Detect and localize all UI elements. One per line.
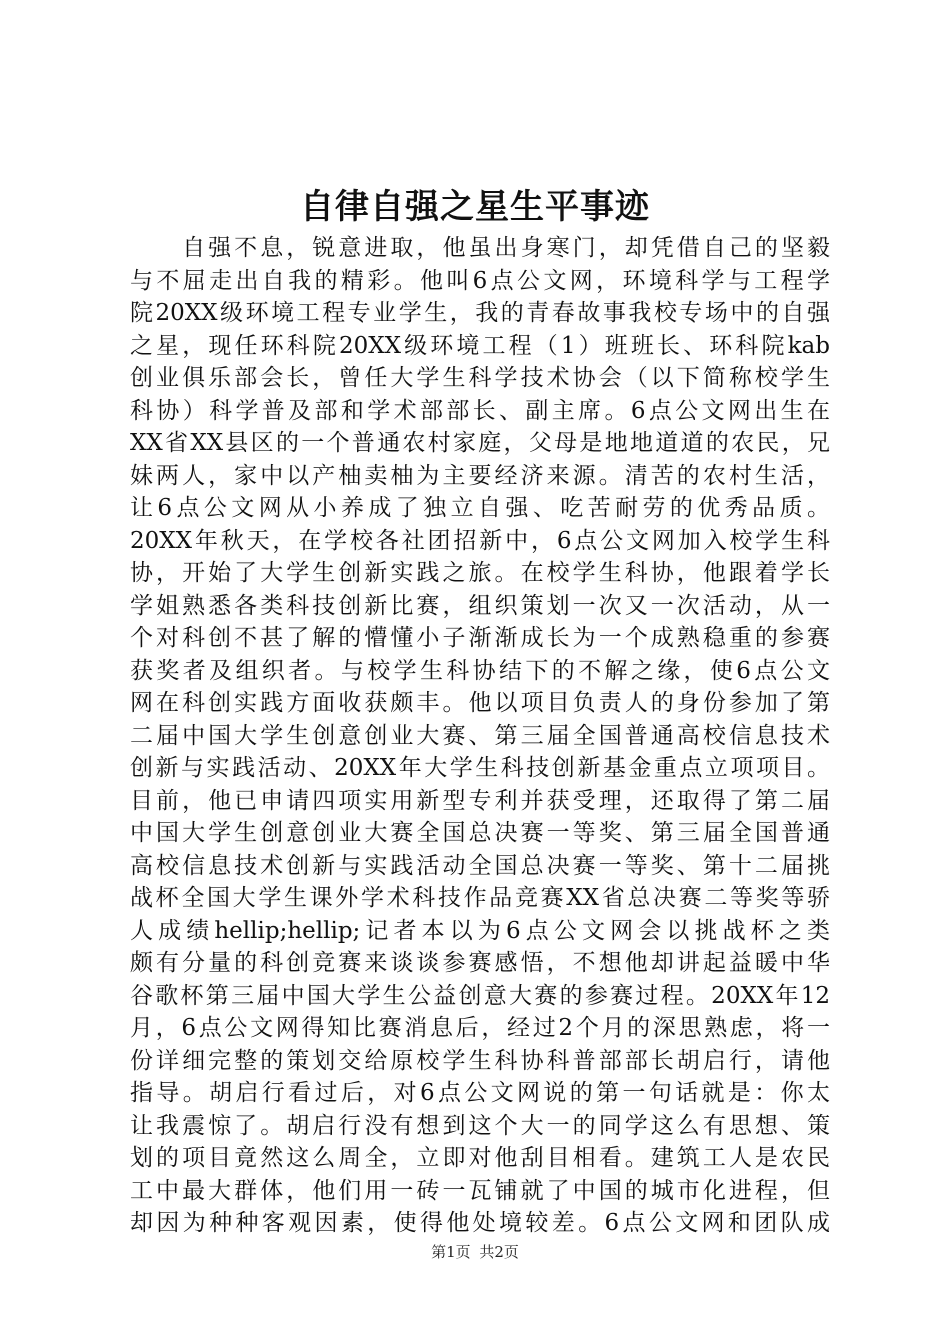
- body-line: 创新与实践活动、20XX年大学生科技创新基金重点立项项目。: [130, 755, 830, 781]
- body-line: 自强不息，锐意进取，他虽出身寒门，却凭借自己的坚毅: [130, 235, 830, 261]
- body-line: 二届中国大学生创意创业大赛、第三届全国普通高校信息技术: [130, 722, 830, 749]
- page-number: 第1页: [431, 1243, 471, 1261]
- body-line: 之星，现任环科院20XX级环境工程（1）班班长、环科院kab: [130, 332, 830, 359]
- body-line: 妹两人，家中以产柚卖柚为主要经济来源。清苦的农村生活，: [130, 462, 830, 489]
- body-line: 协，开始了大学生创新实践之旅。在校学生科协，他跟着学长: [130, 560, 830, 586]
- page-total: 共2页: [479, 1243, 519, 1261]
- document-title: 自律自强之星生平事迹: [300, 187, 650, 227]
- body-line: 却因为种种客观因素，使得他处境较差。6点公文网和团队成: [130, 1210, 830, 1236]
- body-line: 院20XX级环境工程专业学生，我的青春故事我校专场中的自强: [130, 300, 830, 326]
- body-line: 学姐熟悉各类科技创新比赛，组织策划一次又一次活动，从一: [130, 592, 830, 619]
- document-body: [130, 232, 830, 1240]
- body-line: 战杯全国大学生课外学术科技作品竞赛XX省总决赛二等奖等骄: [130, 885, 830, 911]
- body-line: 高校信息技术创新与实践活动全国总决赛一等奖、第十二届挑: [130, 852, 830, 879]
- body-line: 月，6点公文网得知比赛消息后，经过2个月的深思熟虑，将一: [130, 1015, 830, 1041]
- body-line: 划的项目竟然这么周全，立即对他刮目相看。建筑工人是农民: [130, 1145, 830, 1171]
- body-line: 创业俱乐部会长，曾任大学生科学技术协会（以下简称校学生: [130, 365, 830, 391]
- body-line: 中国大学生创意创业大赛全国总决赛一等奖、第三届全国普通: [130, 820, 830, 846]
- body-line: 20XX年秋天，在学校各社团招新中，6点公文网加入校学生科: [130, 527, 830, 554]
- body-line: 人成绩hellip;hellip;记者本以为6点公文网会以挑战杯之类: [130, 917, 830, 944]
- body-line: 份详细完整的策划交给原校学生科协科普部部长胡启行，请他: [130, 1047, 830, 1074]
- body-line: XX省XX县区的一个普通农村家庭，父母是地地道道的农民，兄: [130, 430, 830, 456]
- body-line: 个对科创不甚了解的懵懂小子渐渐成长为一个成熟稳重的参赛: [130, 625, 830, 651]
- body-line: 工中最大群体，他们用一砖一瓦铺就了中国的城市化进程，但: [130, 1177, 830, 1204]
- body-line: 让6点公文网从小养成了独立自强、吃苦耐劳的优秀品质。: [130, 495, 830, 521]
- body-line: 让我震惊了。胡启行没有想到这个大一的同学这么有思想、策: [130, 1112, 830, 1139]
- page-footer: [0, 1242, 950, 1262]
- body-line: 获奖者及组织者。与校学生科协结下的不解之缘，使6点公文: [130, 657, 830, 684]
- body-line: 目前，他已申请四项实用新型专利并获受理，还取得了第二届: [130, 787, 830, 814]
- body-line: 与不屈走出自我的精彩。他叫6点公文网，环境科学与工程学: [130, 267, 830, 294]
- body-line: 谷歌杯第三届中国大学生公益创意大赛的参赛过程。20XX年12: [130, 982, 830, 1009]
- body-line: 科协）科学普及部和学术部部长、副主席。6点公文网出生在: [130, 397, 830, 424]
- body-line: 指导。胡启行看过后，对6点公文网说的第一句话就是：你太: [130, 1080, 830, 1106]
- body-line: 颇有分量的科创竞赛来谈谈参赛感悟，不想他却讲起益暖中华: [130, 950, 830, 976]
- body-line: 网在科创实践方面收获颇丰。他以项目负责人的身份参加了第: [130, 690, 830, 716]
